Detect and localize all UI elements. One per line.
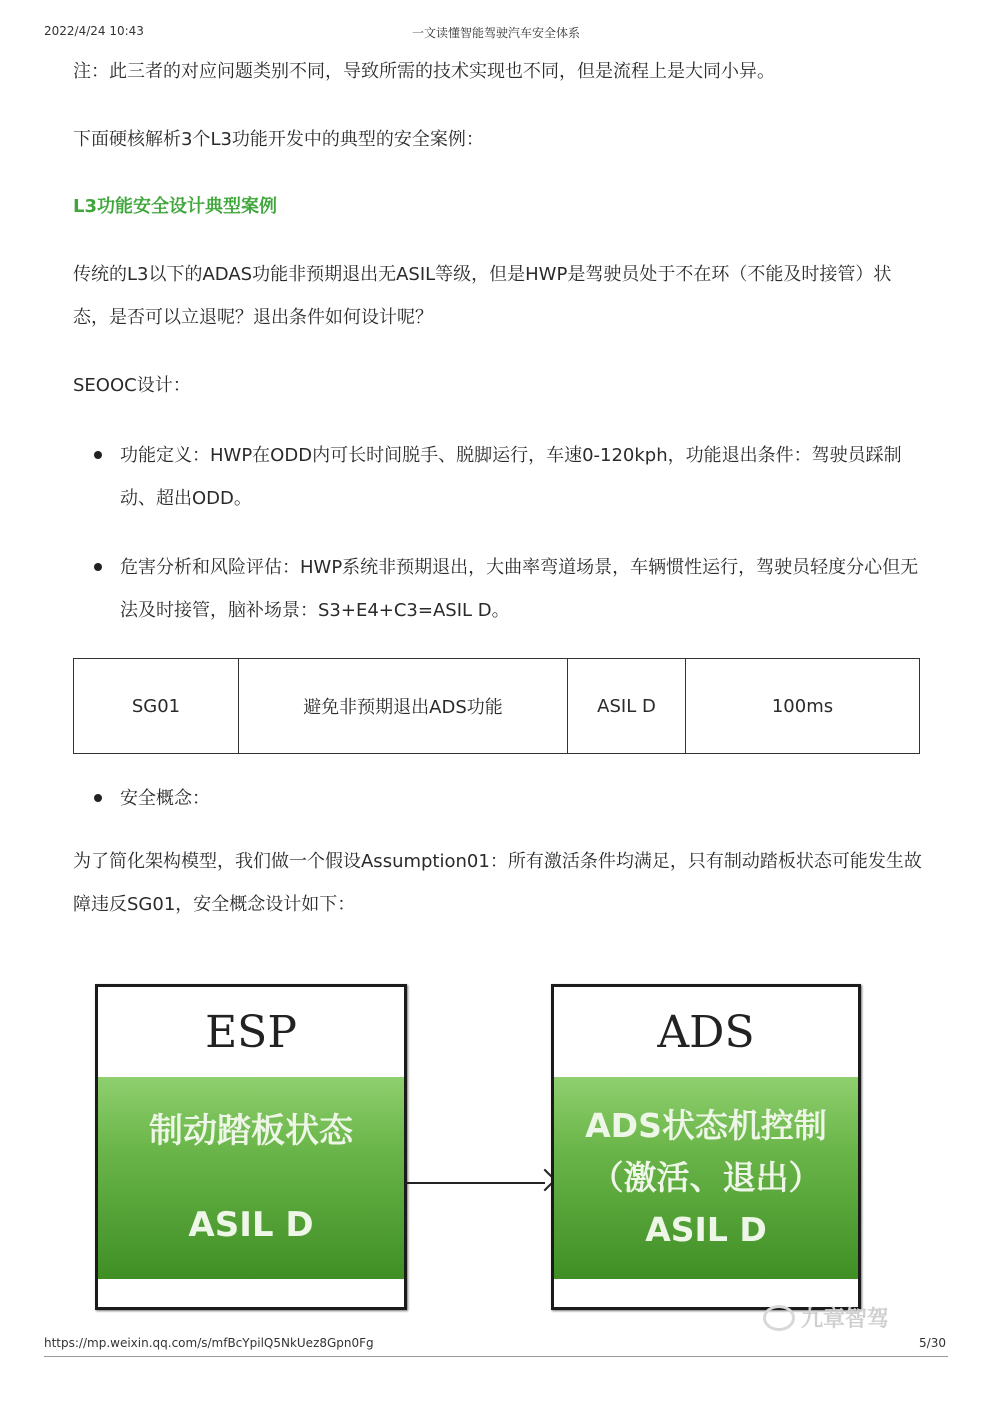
esp-box-asil: ASIL D xyxy=(188,1205,314,1245)
page-number: 5/30 xyxy=(919,1336,946,1350)
list-item-text: 安全概念： xyxy=(120,788,210,809)
para-assumption: 为了简化架构模型，我们做一个假设Assumption01：所有激活条件均满足，只有制动踏板状态可能发生故障违反SG01，安全概念设计如下： xyxy=(73,851,922,915)
watermark xyxy=(763,1302,889,1333)
para-l3-exit: 传统的L3以下的ADAS功能非预期退出无ASIL等级，但是HWP是驾驶员处于不在环（不能及时接管）状态，是否可以立退呢？退出条件如何设计呢？ xyxy=(73,264,892,328)
ads-box xyxy=(551,984,861,1310)
intro-paragraph: 下面硬核解析3个L3功能开发中的典型的安全案例： xyxy=(73,129,484,150)
section-title: L3功能安全设计典型案例 xyxy=(73,196,277,217)
footer-divider xyxy=(44,1356,948,1357)
ads-box-line: ADS状态机控制 xyxy=(585,1106,827,1145)
esp-box-line: 制动踏板状态 xyxy=(149,1111,353,1151)
table-cell-id: SG01 xyxy=(74,659,239,754)
document-title: 一文读懂智能驾驶汽车安全体系 xyxy=(411,26,580,40)
seooc-heading: SEOOC设计： xyxy=(73,375,191,396)
ads-box-footer xyxy=(554,1279,858,1301)
ads-box-body xyxy=(554,1077,858,1279)
table-cell-asil: ASIL D xyxy=(568,659,686,754)
signal-arrow-line xyxy=(405,1182,545,1184)
ads-box-line: （激活、退出） xyxy=(590,1158,822,1197)
list-item-safety-concept xyxy=(94,777,922,820)
bullet-dot xyxy=(94,794,102,802)
footer-url: https://mp.weixin.qq.com/s/mfBcYpilQ5NkUez8Gpn0Fg xyxy=(44,1336,374,1350)
bullet-dot xyxy=(94,563,102,571)
ads-box-asil: ASIL D xyxy=(645,1210,767,1249)
esp-box xyxy=(95,984,407,1310)
table-cell-ftti: 100ms xyxy=(686,659,920,754)
list-item-hara xyxy=(94,546,922,632)
esp-box-footer xyxy=(98,1279,404,1301)
safety-concept-diagram xyxy=(73,960,923,1332)
esp-box-title: ESP xyxy=(205,1006,297,1058)
safety-goal-table xyxy=(73,658,920,754)
list-item-function-definition xyxy=(94,434,922,520)
list-item-text: 危害分析和风险评估：HWP系统非预期退出，大曲率弯道场景，车辆惯性运行，驾驶员轻度分心但无法及时接管，脑补场景：S3+E4+C3=ASIL D。 xyxy=(120,557,919,621)
esp-box-body xyxy=(98,1077,404,1279)
list-item-text: 功能定义：HWP在ODD内可长时间脱手、脱脚运行，车速0-120kph，功能退出条件：驾驶员踩制动、超出ODD。 xyxy=(120,445,902,509)
watermark-text: 九章智驾 xyxy=(801,1307,890,1332)
wechat-icon xyxy=(763,1305,795,1331)
table-row xyxy=(74,659,920,754)
table-cell-goal: 避免非预期退出ADS功能 xyxy=(239,659,568,754)
bullet-dot xyxy=(94,451,102,459)
ads-box-title: ADS xyxy=(657,1006,755,1058)
note-paragraph: 注：此三者的对应问题类别不同，导致所需的技术实现也不同，但是流程上是大同小异。 xyxy=(73,61,775,82)
print-datetime: 2022/4/24 10:43 xyxy=(44,24,144,38)
